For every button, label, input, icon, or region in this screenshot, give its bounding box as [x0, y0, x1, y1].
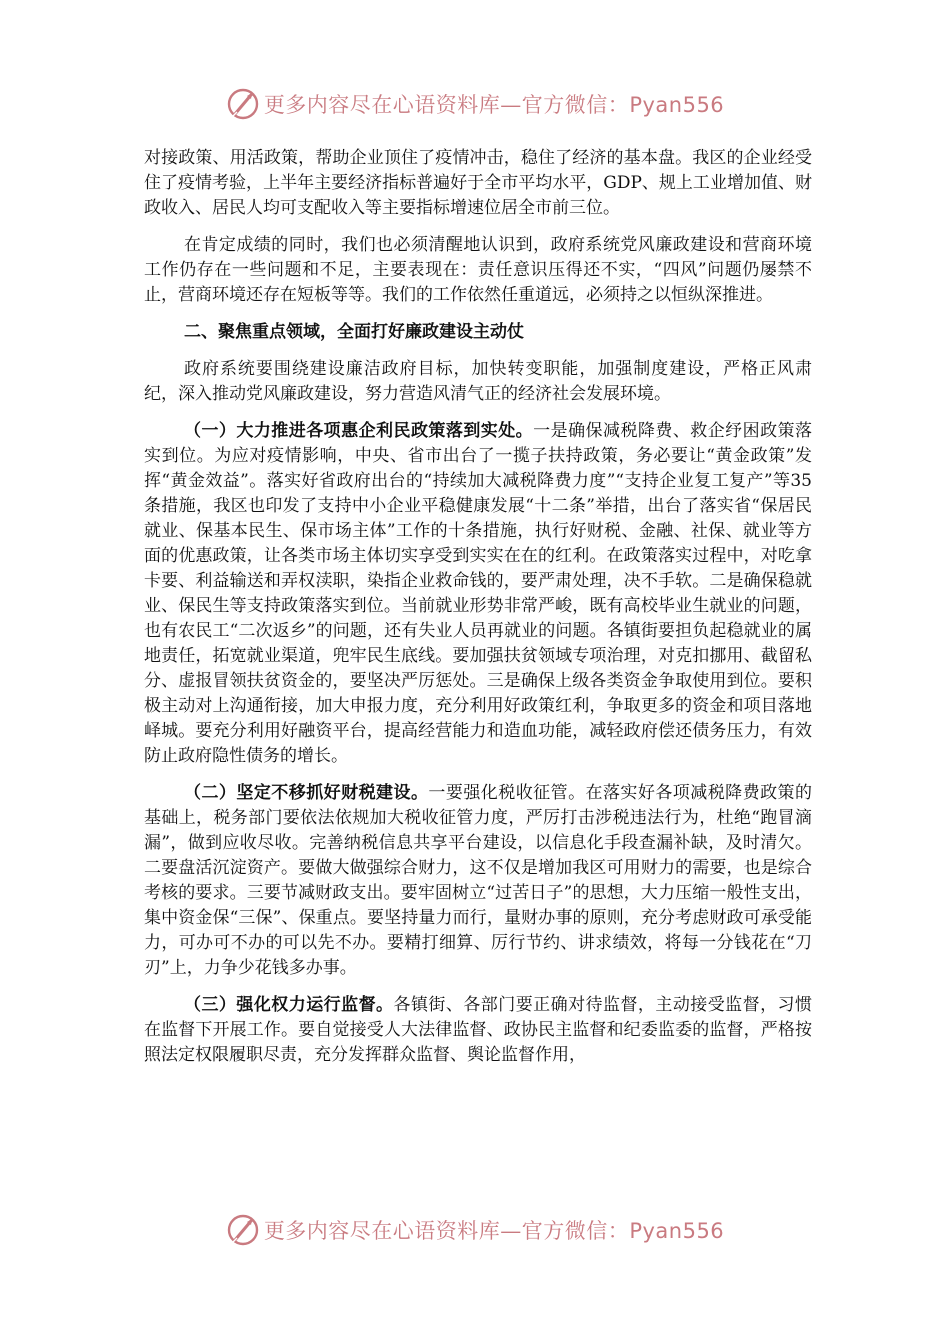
paragraph-3: 政府系统要围绕建设廉洁政府目标，加快转变职能，加强制度建设，严格正风肃纪，深入推动党风廉政建设，努力营造风清气正的经济社会发展环境。: [144, 359, 812, 404]
paragraph-1: 对接政策、用活政策，帮助企业顶住了疫情冲击，稳住了经济的基本盘。我区的企业经受住了疫情考验，上半年主要经济指标普遍好于全市平均水平，GDP、规上工业增加值、财政收入、居民人均可支配收入等主要指标增速位居全市前三位。: [144, 148, 812, 218]
pen-logo-icon: [226, 1213, 260, 1247]
subsection-1-body: 一是确保减税降费、救企纾困政策落实到位。为应对疫情影响，中央、省市出台了一揽子扶持政策，务必要让“黄金政策”发挥“黄金效益”。落实好省政府出台的“持续加大减税降费力度”“支持企业复工复产”等35条措施，我区也印发了支持中小企业平稳健康发展“十二条”举措，出台了落实省“保居民就业、保基本民生、保市场主体”工作的十条措施，执行好财税、金融、社保、就业等方面的优惠政策，让各类市场主体切实享受到实实在在的红利。在政策落实过程中，对吃拿卡要、利益输送和弄权渎职，染指企业救命钱的，要严肃处理，决不手软。二是确保稳就业、保民生等支持政策落实到位。当前就业形势非常严峻，既有高校毕业生就业的问题，也有农民工“二次返乡”的问题，还有失业人员再就业的问题。各镇街要担负起稳就业的属地责任，拓宽就业渠道，兜牢民生底线。要加强扶贫领域专项治理，对克扣挪用、截留私分、虚报冒领扶贫资金的，要坚决严厉惩处。三是确保上级各类资金争取使用到位。要积极主动对上沟通衔接，加大申报力度，充分利用好政策红利，争取更多的资金和项目落地峄城。要充分利用好融资平台，提高经营能力和造血功能，减轻政府偿还债务压力，有效防止政府隐性债务的增长。: [144, 421, 813, 766]
header-banner-text: 更多内容尽在心语资料库—官方微信：Pyan556: [263, 93, 725, 117]
footer-banner-brand: Pyan556: [629, 1219, 725, 1243]
document-body: [144, 146, 812, 1080]
subsection-3: [144, 993, 812, 1068]
subsection-1: [144, 419, 812, 769]
paragraph-2: 在肯定成绩的同时，我们也必须清醒地认识到，政府系统党风廉政建设和营商环境工作仍存在一些问题和不足，主要表现在：责任意识压得还不实，“四风”问题仍屡禁不止，营商环境还存在短板等等。我们的工作依然任重道远，必须持之以恒纵深推进。: [144, 235, 812, 305]
subsection-2-title: （二）坚定不移抓好财税建设。: [184, 783, 429, 803]
subsection-3-title: （三）强化权力运行监督。: [184, 995, 394, 1015]
subsection-2-body: 一要强化税收征管。在落实好各项减税降费政策的基础上，税务部门要依法依规加大税收征管力度，严厉打击涉税违法行为，杜绝“跑冒滴漏”，做到应收尽收。完善纳税信息共享平台建设，以信息化手段查漏补缺，及时清欠。二要盘活沉淀资产。要做大做强综合财力，这不仅是增加我区可用财力的需要，也是综合考核的要求。三要节减财政支出。要牢固树立“过苦日子”的思想，大力压缩一般性支出，集中资金保“三保”、保重点。要坚持量力而行，量财办事的原则，充分考虑财政可承受能力，可办可不办的可以先不办。要精打细算、厉行节约、讲求绩效，将每一分钱花在“刀刃”上，力争少花钱多办事。: [144, 783, 813, 978]
footer-banner: [0, 1208, 950, 1252]
subsection-3-body: 各镇街、各部门要正确对待监督，主动接受监督，习惯在监督下开展工作。要自觉接受人大法律监督、政协民主监督和纪委监委的监督，严格按照法定权限履职尽责，充分发挥群众监督、舆论监督作用，: [144, 995, 813, 1065]
subsection-2: [144, 781, 812, 981]
subsection-1-title: （一）大力推进各项惠企利民政策落到实处。: [184, 421, 534, 441]
pen-logo-icon: [226, 87, 260, 121]
header-banner: [0, 82, 950, 126]
footer-banner-text: 更多内容尽在心语资料库—官方微信：Pyan556: [263, 1219, 725, 1243]
section-heading-2: 二、聚焦重点领域，全面打好廉政建设主动仗: [184, 322, 524, 342]
header-banner-brand: Pyan556: [629, 93, 725, 117]
